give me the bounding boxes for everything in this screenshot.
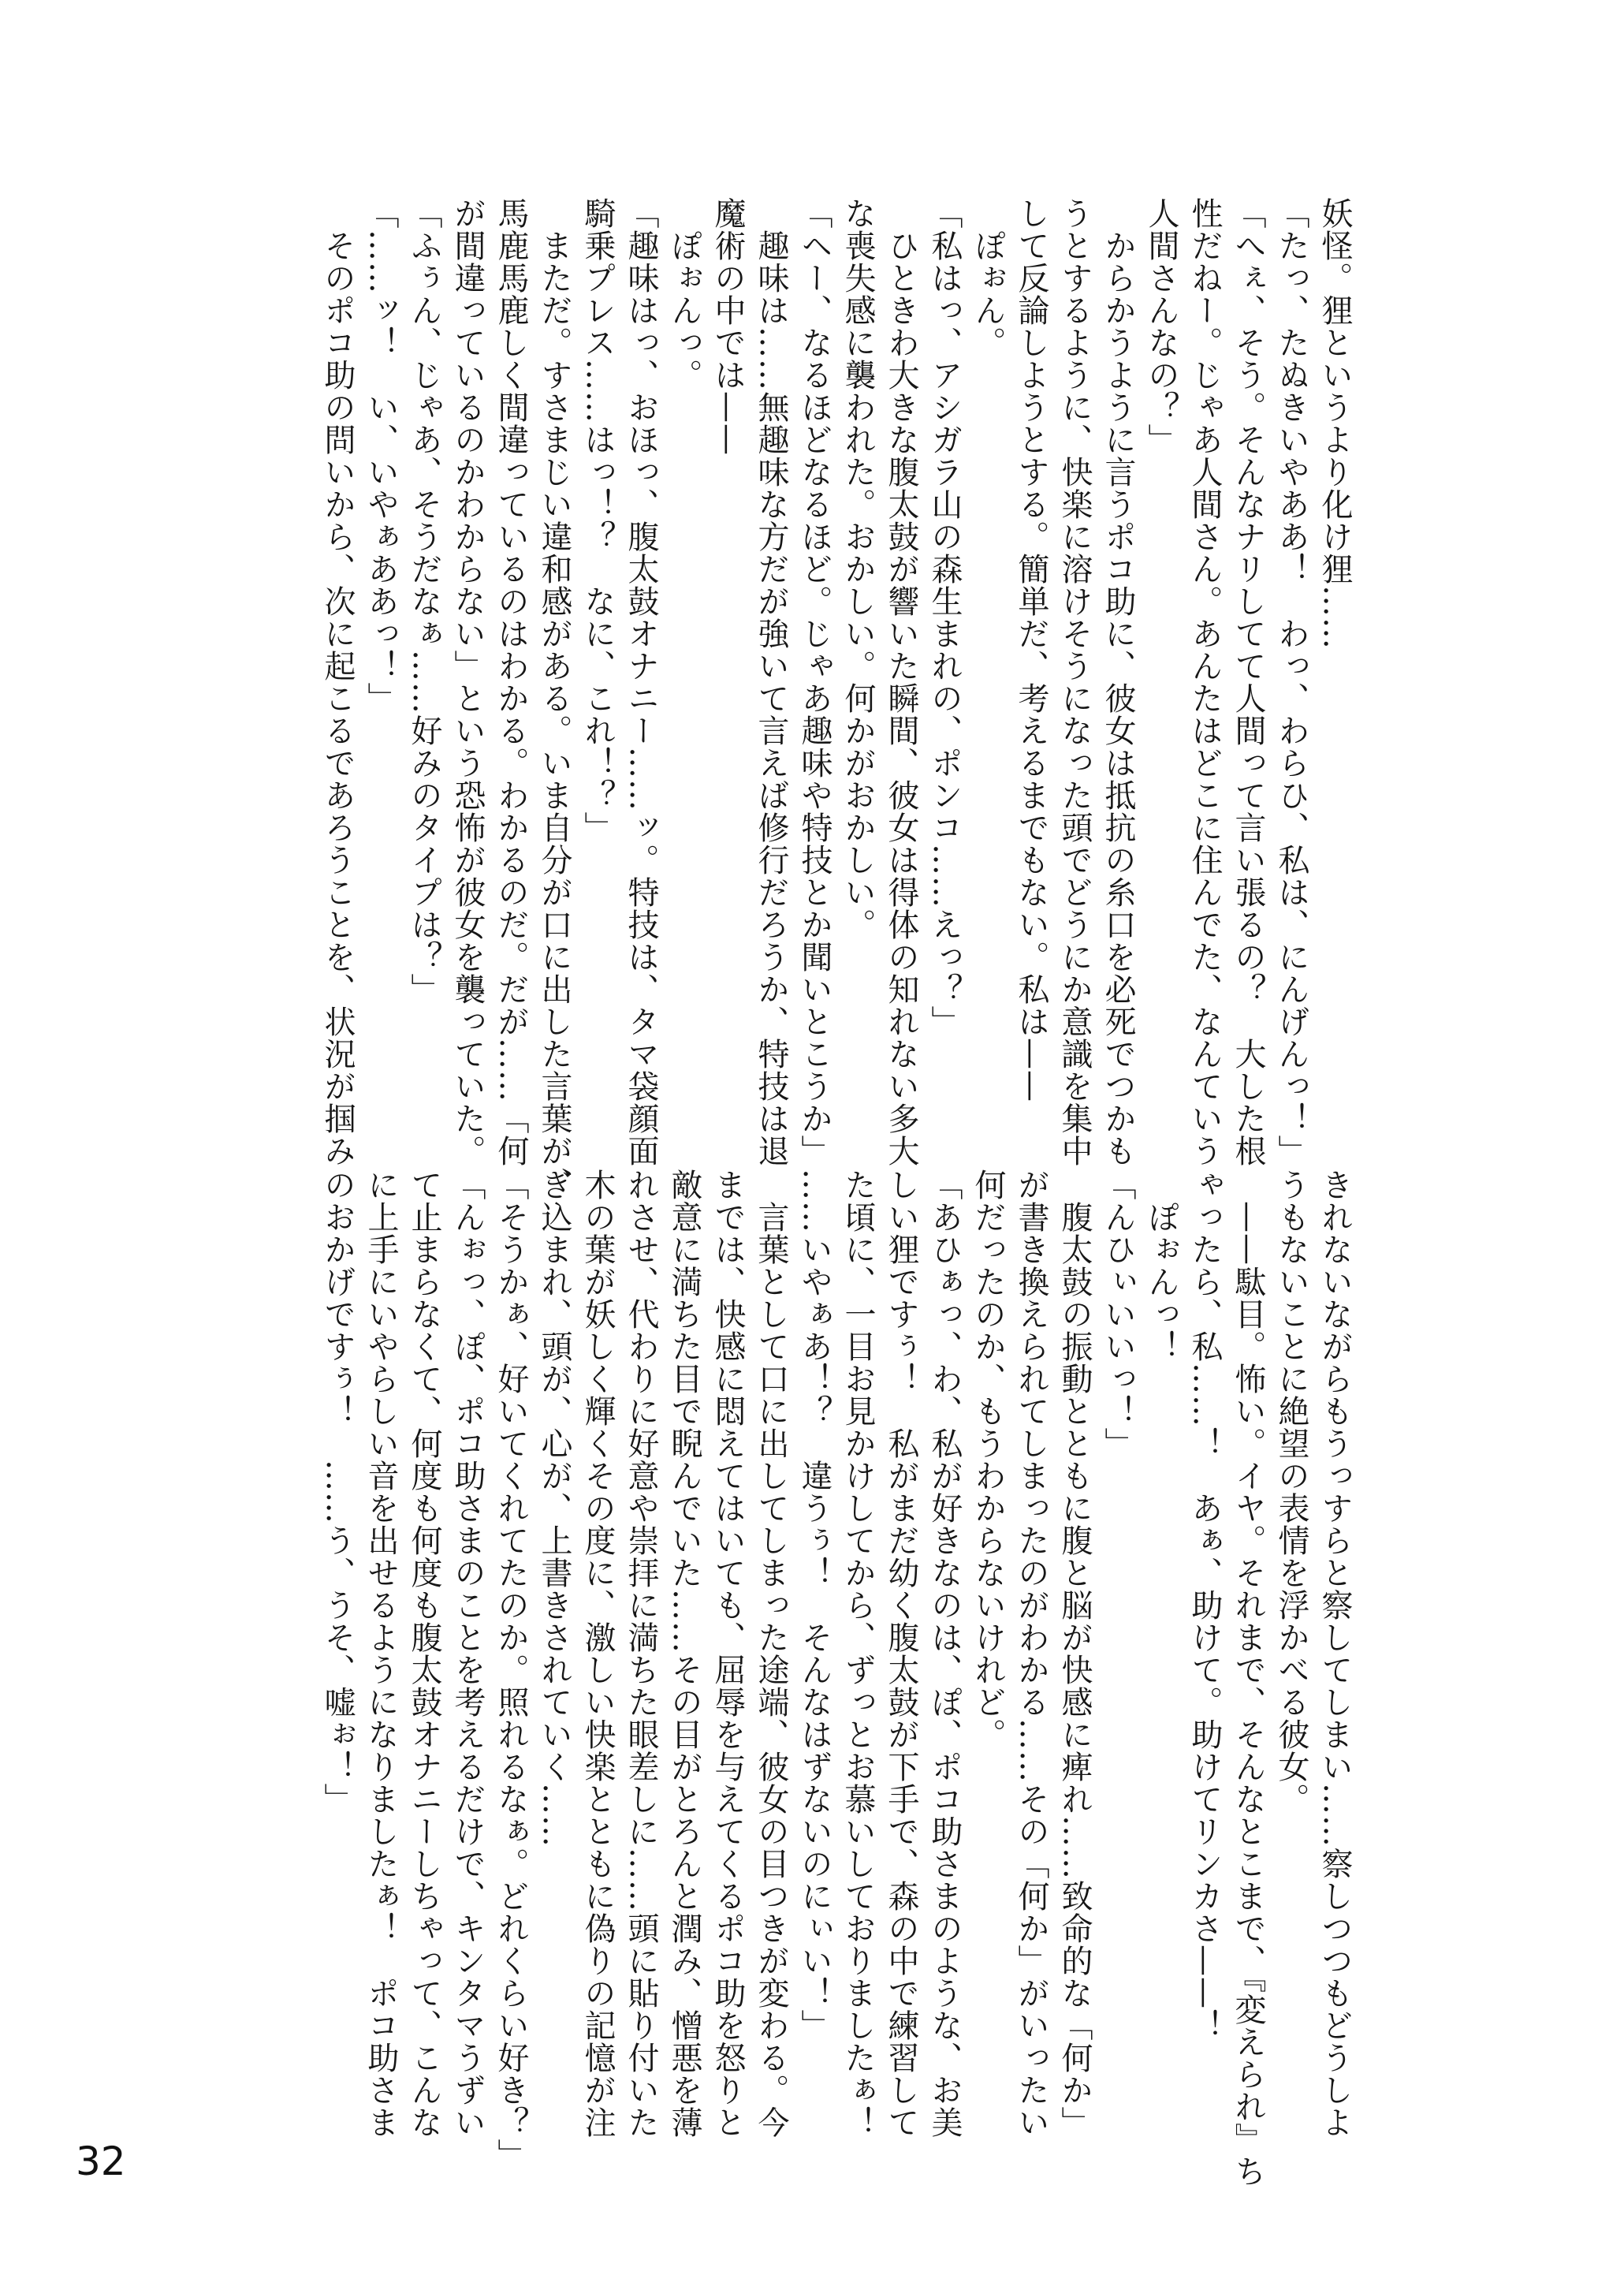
text-column: 「そうかぁ、好いてくれてたのか。照れるなぁ。どれくらい好き？」 (493, 1169, 529, 2171)
text-column: ——駄目。怖い。イヤ。それまで、そんなとこまで、『変えられ』ち (1230, 1169, 1266, 2187)
text-column: ……いやぁあ！？ 違うぅ！ そんなはずないのにぃい！」 (796, 1169, 832, 2042)
text-column: しい狸ですぅ！ 私がまだ幼く腹太鼓が下手で、森の中で練習して (883, 1169, 919, 2139)
text-column: のおかげですぅ！ ……う、うそ、嘘ぉ！」 (319, 1169, 356, 1815)
text-column: 馬鹿馬鹿しく間違っているのはわかる。わかるのだ。だが……「何 (493, 197, 529, 1167)
text-column: 「ヘー、なるほどなるほど。じゃあ趣味や特技とか聞いとこうか」 (796, 197, 832, 1167)
text-column: 騎乗プレス……はっ！？ なに、これ！？」 (579, 197, 616, 844)
text-column: 木の葉が妖しく輝くその度に、激しい快楽とともに偽りの記憶が注 (579, 1169, 616, 2139)
text-column: 「趣味はっ、おほっ、腹太鼓オナニー……ッ。特技は、タマ袋顔面 (623, 197, 659, 1167)
text-column: ひときわ大きな腹太鼓が響いた瞬間、彼女は得体の知れない多大 (883, 197, 919, 1167)
upper-text-block (315, 197, 1356, 1199)
text-column: ぽぉんっ。 (666, 197, 702, 391)
text-column: 「んひぃいいっ！」 (1100, 1169, 1136, 1460)
text-column: して反論しようとする。簡単だ、考えるまでもない。私は—— (1013, 197, 1049, 1102)
text-column: 言葉として口に出してしまった途端、彼女の目つきが変わる。今 (753, 1169, 789, 2139)
text-column: 「へぇ、そう。そんなナリしてて人間って言い張るの？ 大した根 (1230, 197, 1266, 1167)
text-column: ゃったら、私……！ あぁ、助けて。助けてリンカさ——！ (1186, 1169, 1223, 2042)
text-column: ぽぉん。 (970, 197, 1006, 359)
text-column: 「んぉっ、ぽ、ポコ助さまのことを考えるだけで、キンタマうずい (449, 1169, 486, 2139)
text-column: 「ふぅん、じゃあ、そうだなぁ……好みのタイプは？」 (406, 197, 442, 1005)
lower-text-block (315, 1169, 1356, 2187)
text-column: な喪失感に襲われた。おかしい。何かがおかしい。 (840, 197, 876, 941)
text-column: 魔術の中では—— (710, 197, 746, 456)
text-column: 人間さんなの？」 (1143, 197, 1179, 456)
text-column: 「……ッ！ い、いやぁああっ！」 (363, 197, 399, 714)
text-column: 「たっ、たぬきいやああ！ わっ、わらひ、私は、にんげんっ！」 (1273, 197, 1309, 1167)
text-column: て止まらなくて、何度も何度も腹太鼓オナニーしちゃって、こんな (406, 1169, 442, 2139)
text-column: までは、快感に悶えてはいても、屈辱を与えてくるポコ助を怒りと (710, 1169, 746, 2139)
text-column: うもないことに絶望の表情を浮かべる彼女。 (1273, 1169, 1309, 1815)
text-column: ぎ込まれ、頭が、心が、上書きされていく…… (536, 1169, 572, 1848)
text-column: 趣味は……無趣味な方だが強いて言えば修行だろうか、特技は退 (753, 197, 789, 1167)
text-column: 腹太鼓の振動とともに腹と脳が快感に痺れ……致命的な「何か」 (1056, 1169, 1093, 2139)
text-column: 「あひぁっ、わ、私が好きなのは、ぽ、ポコ助さまのような、お美 (926, 1169, 963, 2139)
text-column: 「私はっ、アシガラ山の森生まれの、ポンコ……えっ？」 (926, 197, 963, 1038)
text-column: が書き換えられてしまったのがわかる……その「何か」がいったい (1013, 1169, 1049, 2139)
text-column: うとするように、快楽に溶けそうになった頭でどうにか意識を集中 (1056, 197, 1093, 1167)
text-column: れさせ、代わりに好意や崇拝に満ちた眼差しに……頭に貼り付いた (623, 1169, 659, 2139)
text-column: からかうように言うポコ助に、彼女は抵抗の糸口を必死でつかも (1100, 197, 1136, 1167)
text-column: きれないながらもうっすらと察してしまい……察しつつもどうしよ (1317, 1169, 1353, 2139)
text-column: 何だったのか、もうわからないけれど。 (970, 1169, 1006, 1751)
text-column: が間違っているのかわからない」という恐怖が彼女を襲っていた。 (449, 197, 486, 1167)
text-column: まただ。すさまじい違和感がある。いま自分が口に出した言葉が、 (536, 197, 572, 1199)
text-column: 敵意に満ちた目で睨んでいた……その目がとろんと潤み、憎悪を薄 (666, 1169, 702, 2139)
text-column: そのポコ助の問いから、次に起こるであろうことを、状況が掴み (319, 197, 356, 1167)
page-number: 32 (76, 2139, 126, 2184)
text-column: 妖怪。狸というより化け狸…… (1317, 197, 1353, 650)
text-column: ぽぉんっ！ (1143, 1169, 1179, 1363)
text-column: 性だねー。じゃあ人間さん。あんたはどこに住んでた、なんていう (1186, 197, 1223, 1167)
text-column: た頃に、一目お見かけしてから、ずっとお慕いしておりましたぁ！ (840, 1169, 876, 2139)
text-column: に上手にいやらしい音を出せるようになりましたぁ！ ポコ助さま (363, 1169, 399, 2139)
